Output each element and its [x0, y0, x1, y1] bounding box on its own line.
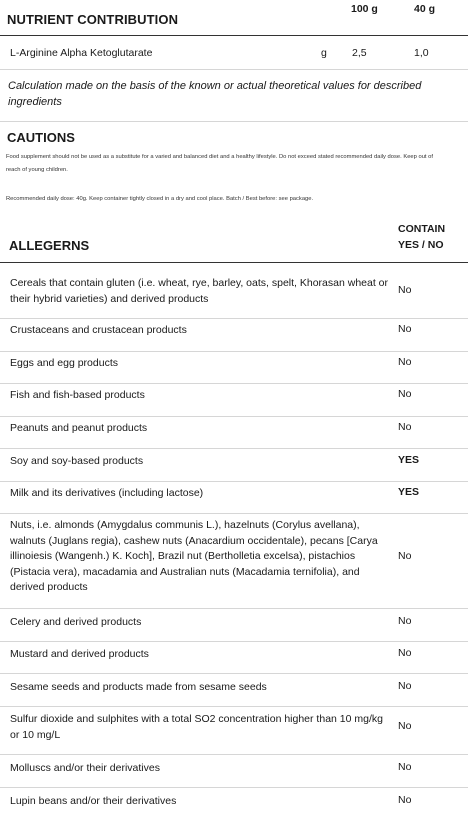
allergen-label: Eggs and egg products	[10, 357, 118, 369]
divider	[0, 262, 468, 263]
divider	[0, 706, 468, 707]
calculation-note: Calculation made on the basis of the known or actual theoretical values for described ingredients	[8, 80, 422, 108]
allergen-value: No	[398, 388, 412, 400]
allergen-label: Crustaceans and crustacean products	[10, 324, 187, 336]
allergen-value: No	[398, 356, 412, 368]
nutrient-unit: g	[321, 47, 327, 59]
nutrient-name: L-Arginine Alpha Ketoglutarate	[10, 47, 153, 59]
cautions-text: Food supplement should not be used as a substitute for a varied and balanced diet and a healthy lifestyle. Do not exceed stated recommended daily dose. Keep out of reach of young children.	[6, 154, 433, 173]
allergen-value: YES	[398, 454, 420, 466]
allergen-value: No	[398, 323, 412, 335]
dosage-text: Recommended daily dose: 40g. Keep container tightly closed in a dry and cool place. Batch / Best before: see package.	[6, 196, 314, 202]
divider	[0, 513, 468, 514]
allergen-label: Milk and its derivatives (including lactose)	[10, 487, 204, 499]
divider	[0, 35, 468, 36]
divider	[0, 318, 468, 319]
allergen-value: No	[398, 284, 412, 296]
allergen-value: YES	[398, 486, 420, 498]
divider	[0, 787, 468, 788]
allergen-label: Sulfur dioxide and sulphites with a total SO2 concentration higher than 10 mg/kg or 10 mg/L	[10, 713, 383, 741]
allergen-label: Fish and fish-based products	[10, 389, 145, 401]
allergen-label: Lupin beans and/or their derivatives	[10, 795, 177, 807]
allergen-value: No	[398, 761, 412, 773]
allergen-label: Celery and derived products	[10, 616, 142, 628]
allergen-value: No	[398, 615, 412, 627]
allergens-title: ALLEGERNS	[9, 238, 90, 253]
nutrient-value-40g: 1,0	[414, 47, 429, 59]
nutrient-value-100g: 2,5	[352, 47, 367, 59]
divider	[0, 416, 468, 417]
column-header-40g: 40 g	[414, 3, 436, 15]
divider	[0, 754, 468, 755]
divider	[0, 69, 468, 70]
allergen-label: Mustard and derived products	[10, 648, 149, 660]
divider	[0, 608, 468, 609]
column-header-100g: 100 g	[351, 3, 378, 15]
divider	[0, 448, 468, 449]
allergen-value: No	[398, 421, 412, 433]
allergen-value: No	[398, 550, 412, 562]
allergen-value: No	[398, 680, 412, 692]
allergen-value: No	[398, 720, 412, 732]
allergen-value: No	[398, 647, 412, 659]
allergen-label: Cereals that contain gluten (i.e. wheat, rye, barley, oats, spelt, Khorasan wheat or their hybrid varieties) and derived products	[10, 277, 389, 305]
nutrient-title: NUTRIENT CONTRIBUTION	[7, 12, 179, 27]
allergen-label: Sesame seeds and products made from sesame seeds	[10, 681, 267, 693]
contain-header: CONTAIN YES / NO	[398, 223, 446, 251]
divider	[0, 351, 468, 352]
divider	[0, 121, 468, 122]
allergen-label: Molluscs and/or their derivatives	[10, 762, 160, 774]
divider	[0, 481, 468, 482]
cautions-title: CAUTIONS	[7, 130, 75, 145]
allergen-label: Soy and soy-based products	[10, 455, 144, 467]
allergen-label: Peanuts and peanut products	[10, 422, 148, 434]
divider	[0, 641, 468, 642]
divider	[0, 673, 468, 674]
allergen-label: Nuts, i.e. almonds (Amygdalus communis L.), hazelnuts (Corylus avellana), walnuts (Juglans regia), cashew nuts (Anacardium occidentale), pecans [Carya illinoiesis (Wangenh.) K. Koch], Brazil nut (Bertholletia excelsa), pistachios (Pistacia vera), macadamia and Australian nuts (Macadamia ternifolia), and derived products	[10, 519, 378, 593]
divider	[0, 383, 468, 384]
allergen-value: No	[398, 794, 412, 806]
